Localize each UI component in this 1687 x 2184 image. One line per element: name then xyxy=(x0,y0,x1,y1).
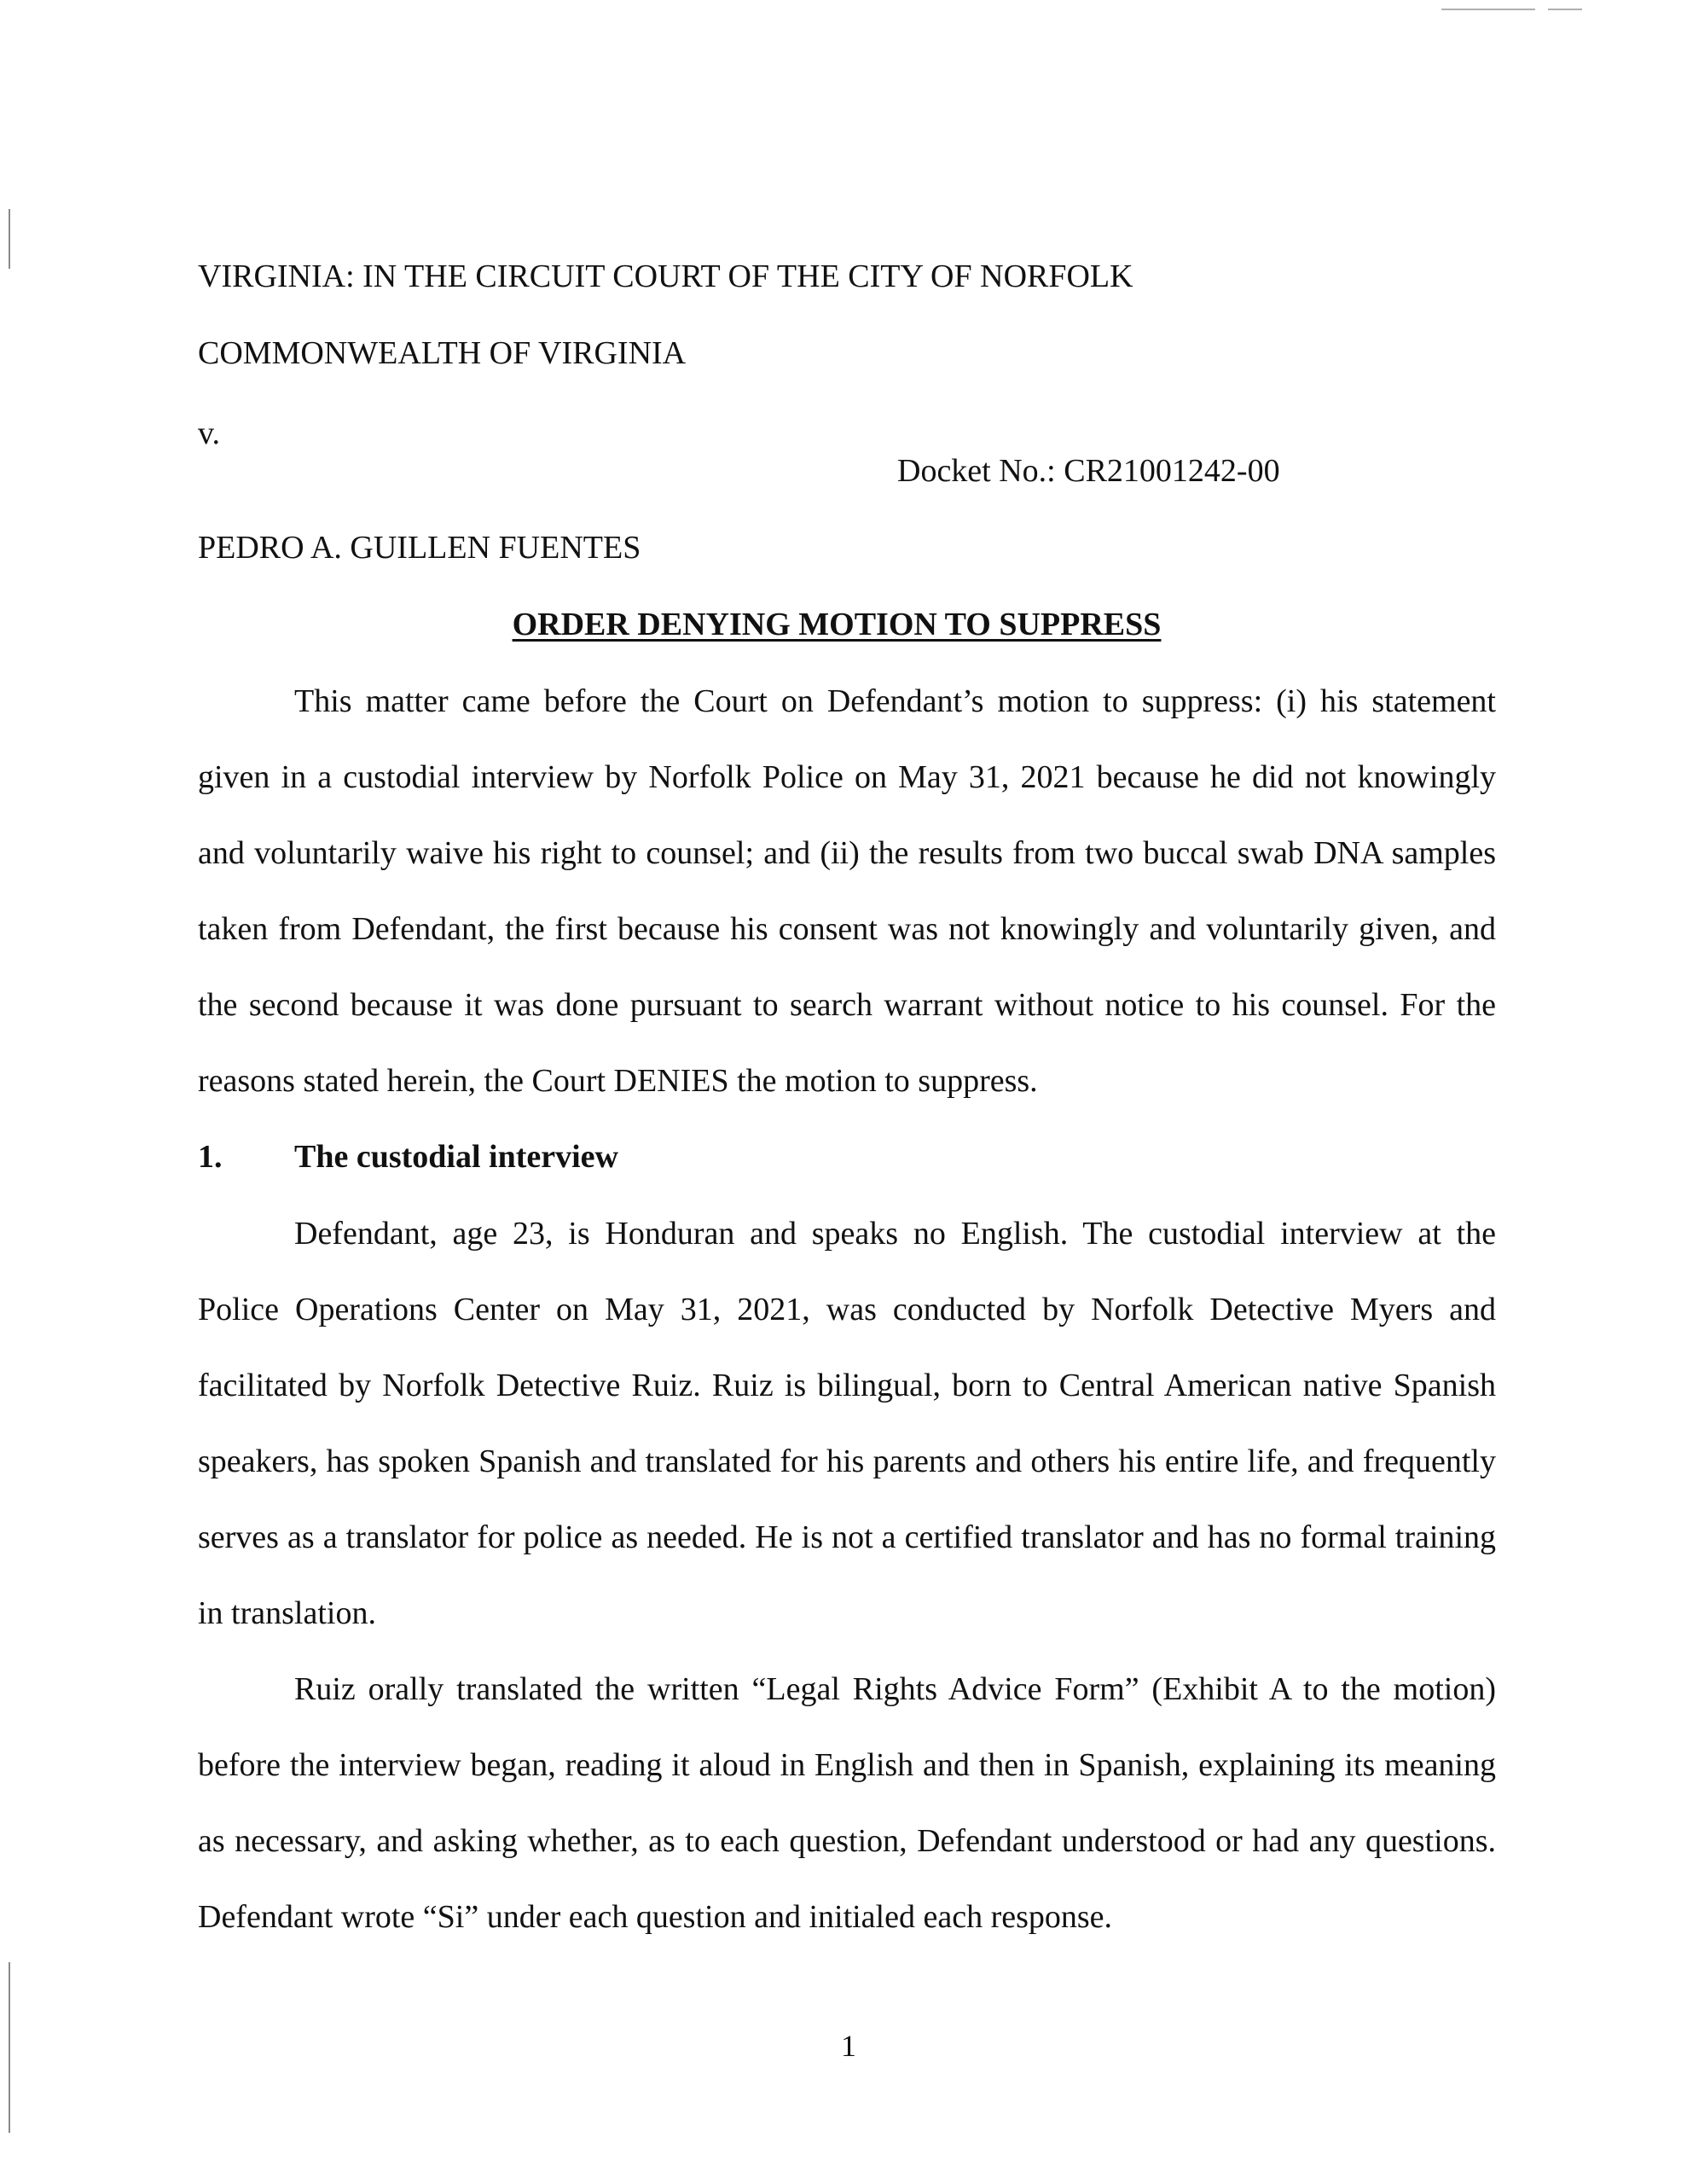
plaintiff-name: COMMONWEALTH OF VIRGINIA xyxy=(198,335,687,371)
intro-paragraph-line: and voluntarily waive his right to counsel; and (ii) the results from two buccal swab DNA samples xyxy=(198,835,1496,871)
intro-paragraph-line: given in a custodial interview by Norfolk Police on May 31, 2021 because he did not knowingly xyxy=(198,759,1496,795)
section-paragraph-line: as necessary, and asking whether, as to each question, Defendant understood or had any questions. xyxy=(198,1823,1496,1859)
section-paragraph-line: speakers, has spoken Spanish and translated for his parents and others his entire life, and frequently xyxy=(198,1443,1496,1479)
intro-paragraph-line: the second because it was done pursuant to search warrant without notice to his counsel. For the xyxy=(198,987,1496,1023)
intro-paragraph-line: taken from Defendant, the first because his consent was not knowingly and voluntarily given, and xyxy=(198,911,1496,947)
section-paragraph-line: Defendant, age 23, is Honduran and speaks no English. The custodial interview at the xyxy=(294,1216,1496,1252)
section-paragraph-line: before the interview began, reading it aloud in English and then in Spanish, explaining its meaning xyxy=(198,1747,1496,1783)
intro-paragraph-last-line: reasons stated herein, the Court DENIES the motion to suppress. xyxy=(198,1063,1038,1099)
scan-margin-mark-top xyxy=(9,209,10,269)
document-title: ORDER DENYING MOTION TO SUPPRESS xyxy=(512,607,1162,642)
section-number: 1. xyxy=(198,1139,223,1175)
section-paragraph-line: Police Operations Center on May 31, 2021, was conducted by Norfolk Detective Myers and xyxy=(198,1292,1496,1327)
docket-number: Docket No.: CR21001242-00 xyxy=(897,453,1280,489)
intro-paragraph-line: This matter came before the Court on Defendant’s motion to suppress: (i) his statement xyxy=(294,683,1496,719)
court-caption: VIRGINIA: IN THE CIRCUIT COURT OF THE CITY OF NORFOLK xyxy=(198,258,1133,294)
section-heading: The custodial interview xyxy=(294,1139,618,1175)
page-number: 1 xyxy=(841,2029,856,2063)
scan-edge-mark xyxy=(1441,9,1535,10)
scan-edge-mark-right xyxy=(1548,9,1582,10)
section-paragraph-last-line: in translation. xyxy=(198,1595,376,1631)
defendant-name: PEDRO A. GUILLEN FUENTES xyxy=(198,530,641,566)
versus-label: v. xyxy=(198,415,221,451)
section-paragraph-line: serves as a translator for police as needed. He is not a certified translator and has no formal training xyxy=(198,1519,1496,1555)
section-paragraph-line: Ruiz orally translated the written “Legal Rights Advice Form” (Exhibit A to the motion) xyxy=(294,1671,1496,1707)
section-paragraph-line: facilitated by Norfolk Detective Ruiz. Ruiz is bilingual, born to Central American native Spanish xyxy=(198,1368,1496,1403)
section-paragraph-last-line: Defendant wrote “Si” under each question and initialed each response. xyxy=(198,1899,1113,1935)
